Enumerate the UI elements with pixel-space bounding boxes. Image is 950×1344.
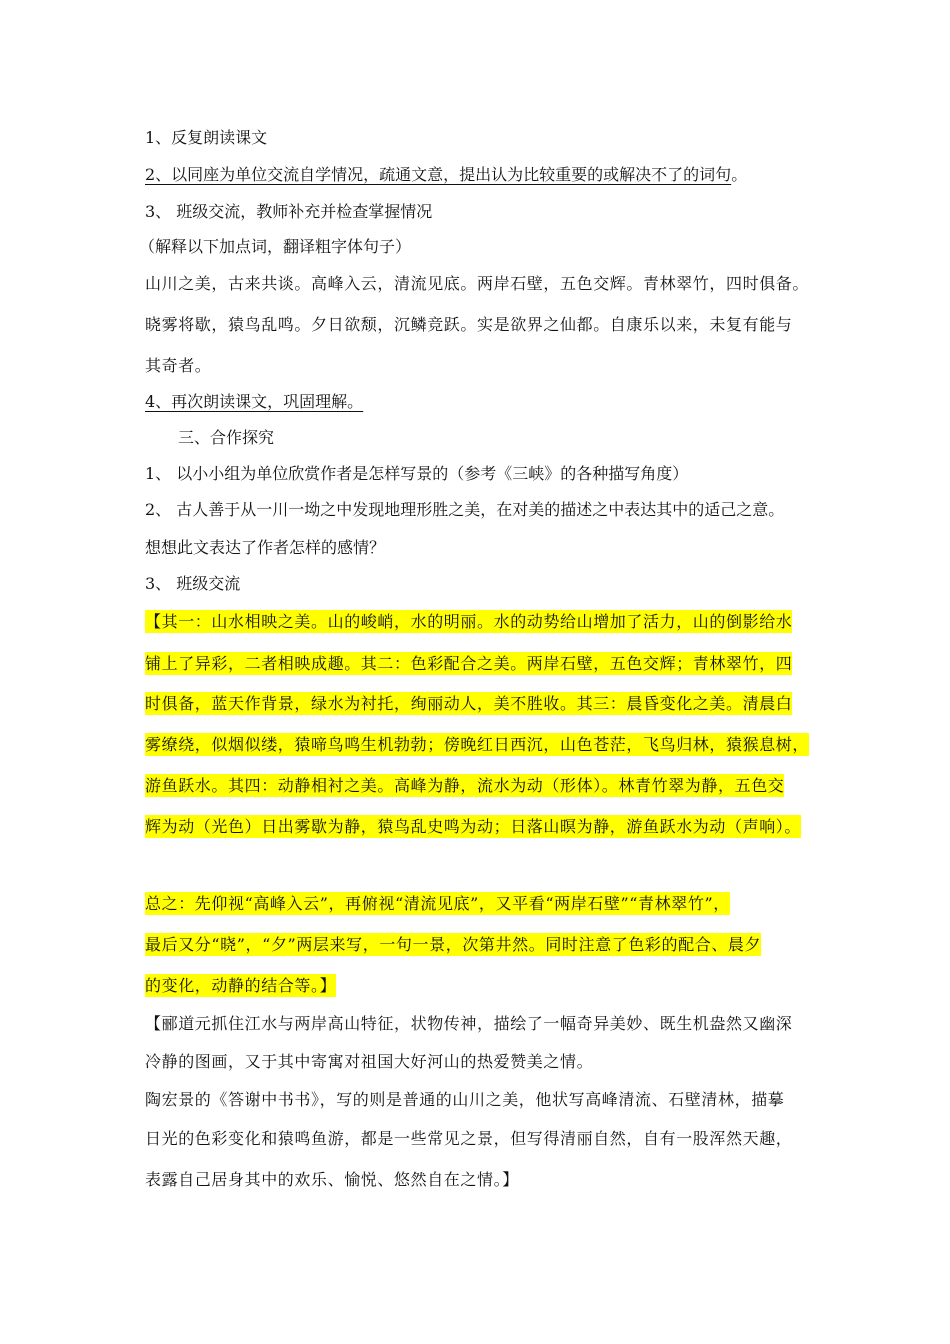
- highlight: 游鱼跃水。其四：动静相衬之美。高峰为静，流水为动（形体）。林青竹翠为静，五色交: [145, 776, 785, 795]
- conclusion-line: 陶宏景的《答谢中书书》，写的则是普通的山川之美，他状写高峰清流、石壁清林，描摹: [145, 1090, 785, 1109]
- highlight: 最后又分“晓”，“夕”两层来写，一句一景，次第井然。同时注意了色彩的配合、晨夕: [145, 935, 762, 954]
- text-line: 其奇者。: [145, 356, 212, 375]
- answer-line: [145, 816, 801, 838]
- question-2-cont: 想想此文表达了作者怎样的感情？: [145, 538, 386, 557]
- summary-line: [145, 975, 336, 997]
- answer-line: [145, 611, 792, 633]
- summary-line: [145, 893, 730, 915]
- step-1: 1、反复朗读课文: [145, 128, 268, 147]
- step-2-text: 2、以同座为单位交流自学情况，疏通文意，提出认为比较重要的或解决不了的词句: [145, 165, 732, 184]
- step-4: 4、再次朗读课文，巩固理解。: [145, 392, 364, 411]
- step-2-end: 。: [731, 165, 748, 184]
- highlight: 辉为动（光色）日出雾歇为静，猿鸟乱史鸣为动；日落山暝为静，游鱼跃水为动（声响）。: [145, 817, 802, 836]
- section-heading: 三、合作探究: [178, 428, 275, 447]
- answer-line: [145, 693, 792, 715]
- summary-line: [145, 934, 761, 956]
- text-line: 山川之美，古来共谈。高峰入云，清流见底。两岸石壁，五色交辉。青林翠竹，四时俱备。: [145, 274, 810, 293]
- answer-line: [145, 734, 809, 756]
- step-3: 3、 班级交流，教师补充并检查掌握情况: [145, 202, 433, 221]
- conclusion-line: 表露自己居身其中的欢乐、愉悦、悠然自在之情。】: [145, 1170, 519, 1189]
- highlight: 时俱备，蓝天作背景，绿水为衬托，绚丽动人，美不胜收。其三：晨昏变化之美。清晨白: [145, 694, 793, 713]
- step-2: [145, 164, 747, 186]
- question-3: 3、 班级交流: [145, 574, 241, 593]
- highlight: 总之：先仰视“高峰入云”，再俯视“清流见底”，又平看“两岸石壁”“青林翠竹”，: [145, 894, 730, 913]
- conclusion-line: 日光的色彩变化和猿鸣鱼游，都是一些常见之景，但写得清丽自然，自有一股浑然天趣，: [145, 1129, 793, 1148]
- text-line: 晓雾将歇，猿鸟乱鸣。夕日欲颓，沉鳞竞跃。实是欲界之仙都。自康乐以来，未复有能与: [145, 315, 793, 334]
- question-1: 1、 以小小组为单位欣赏作者是怎样写景的（参考《三峡》的各种描写角度）: [145, 464, 689, 483]
- answer-line: [145, 653, 792, 675]
- highlight: 的变化，动静的结合等。】: [145, 976, 337, 995]
- question-2: 2、 古人善于从一川一坳之中发现地理形胜之美，在对美的描述之中表达其中的适己之意。: [145, 500, 785, 519]
- highlight: 【其一：山水相映之美。山的峻峭，水的明丽。水的动势给山增加了活力，山的倒影给水: [145, 612, 793, 631]
- instruction-note: （解释以下加点词，翻译粗字体句子）: [139, 237, 412, 256]
- answer-line: [145, 775, 784, 797]
- highlight: 铺上了异彩，二者相映成趣。其二：色彩配合之美。两岸石壁，五色交辉；青林翠竹，四: [145, 654, 793, 673]
- highlight: 雾缭绕，似烟似缕，猿啼鸟鸣生机勃勃；傍晚红日西沉，山色苍茫，飞鸟归林，猿猴息树，: [145, 735, 810, 754]
- conclusion-line: 冷静的图画，又于其中寄寓对祖国大好河山的热爱赞美之情。: [145, 1052, 594, 1071]
- conclusion-line: 【郦道元抓住江水与两岸高山特征，状物传神，描绘了一幅奇异美妙、既生机盎然又幽深: [145, 1014, 793, 1033]
